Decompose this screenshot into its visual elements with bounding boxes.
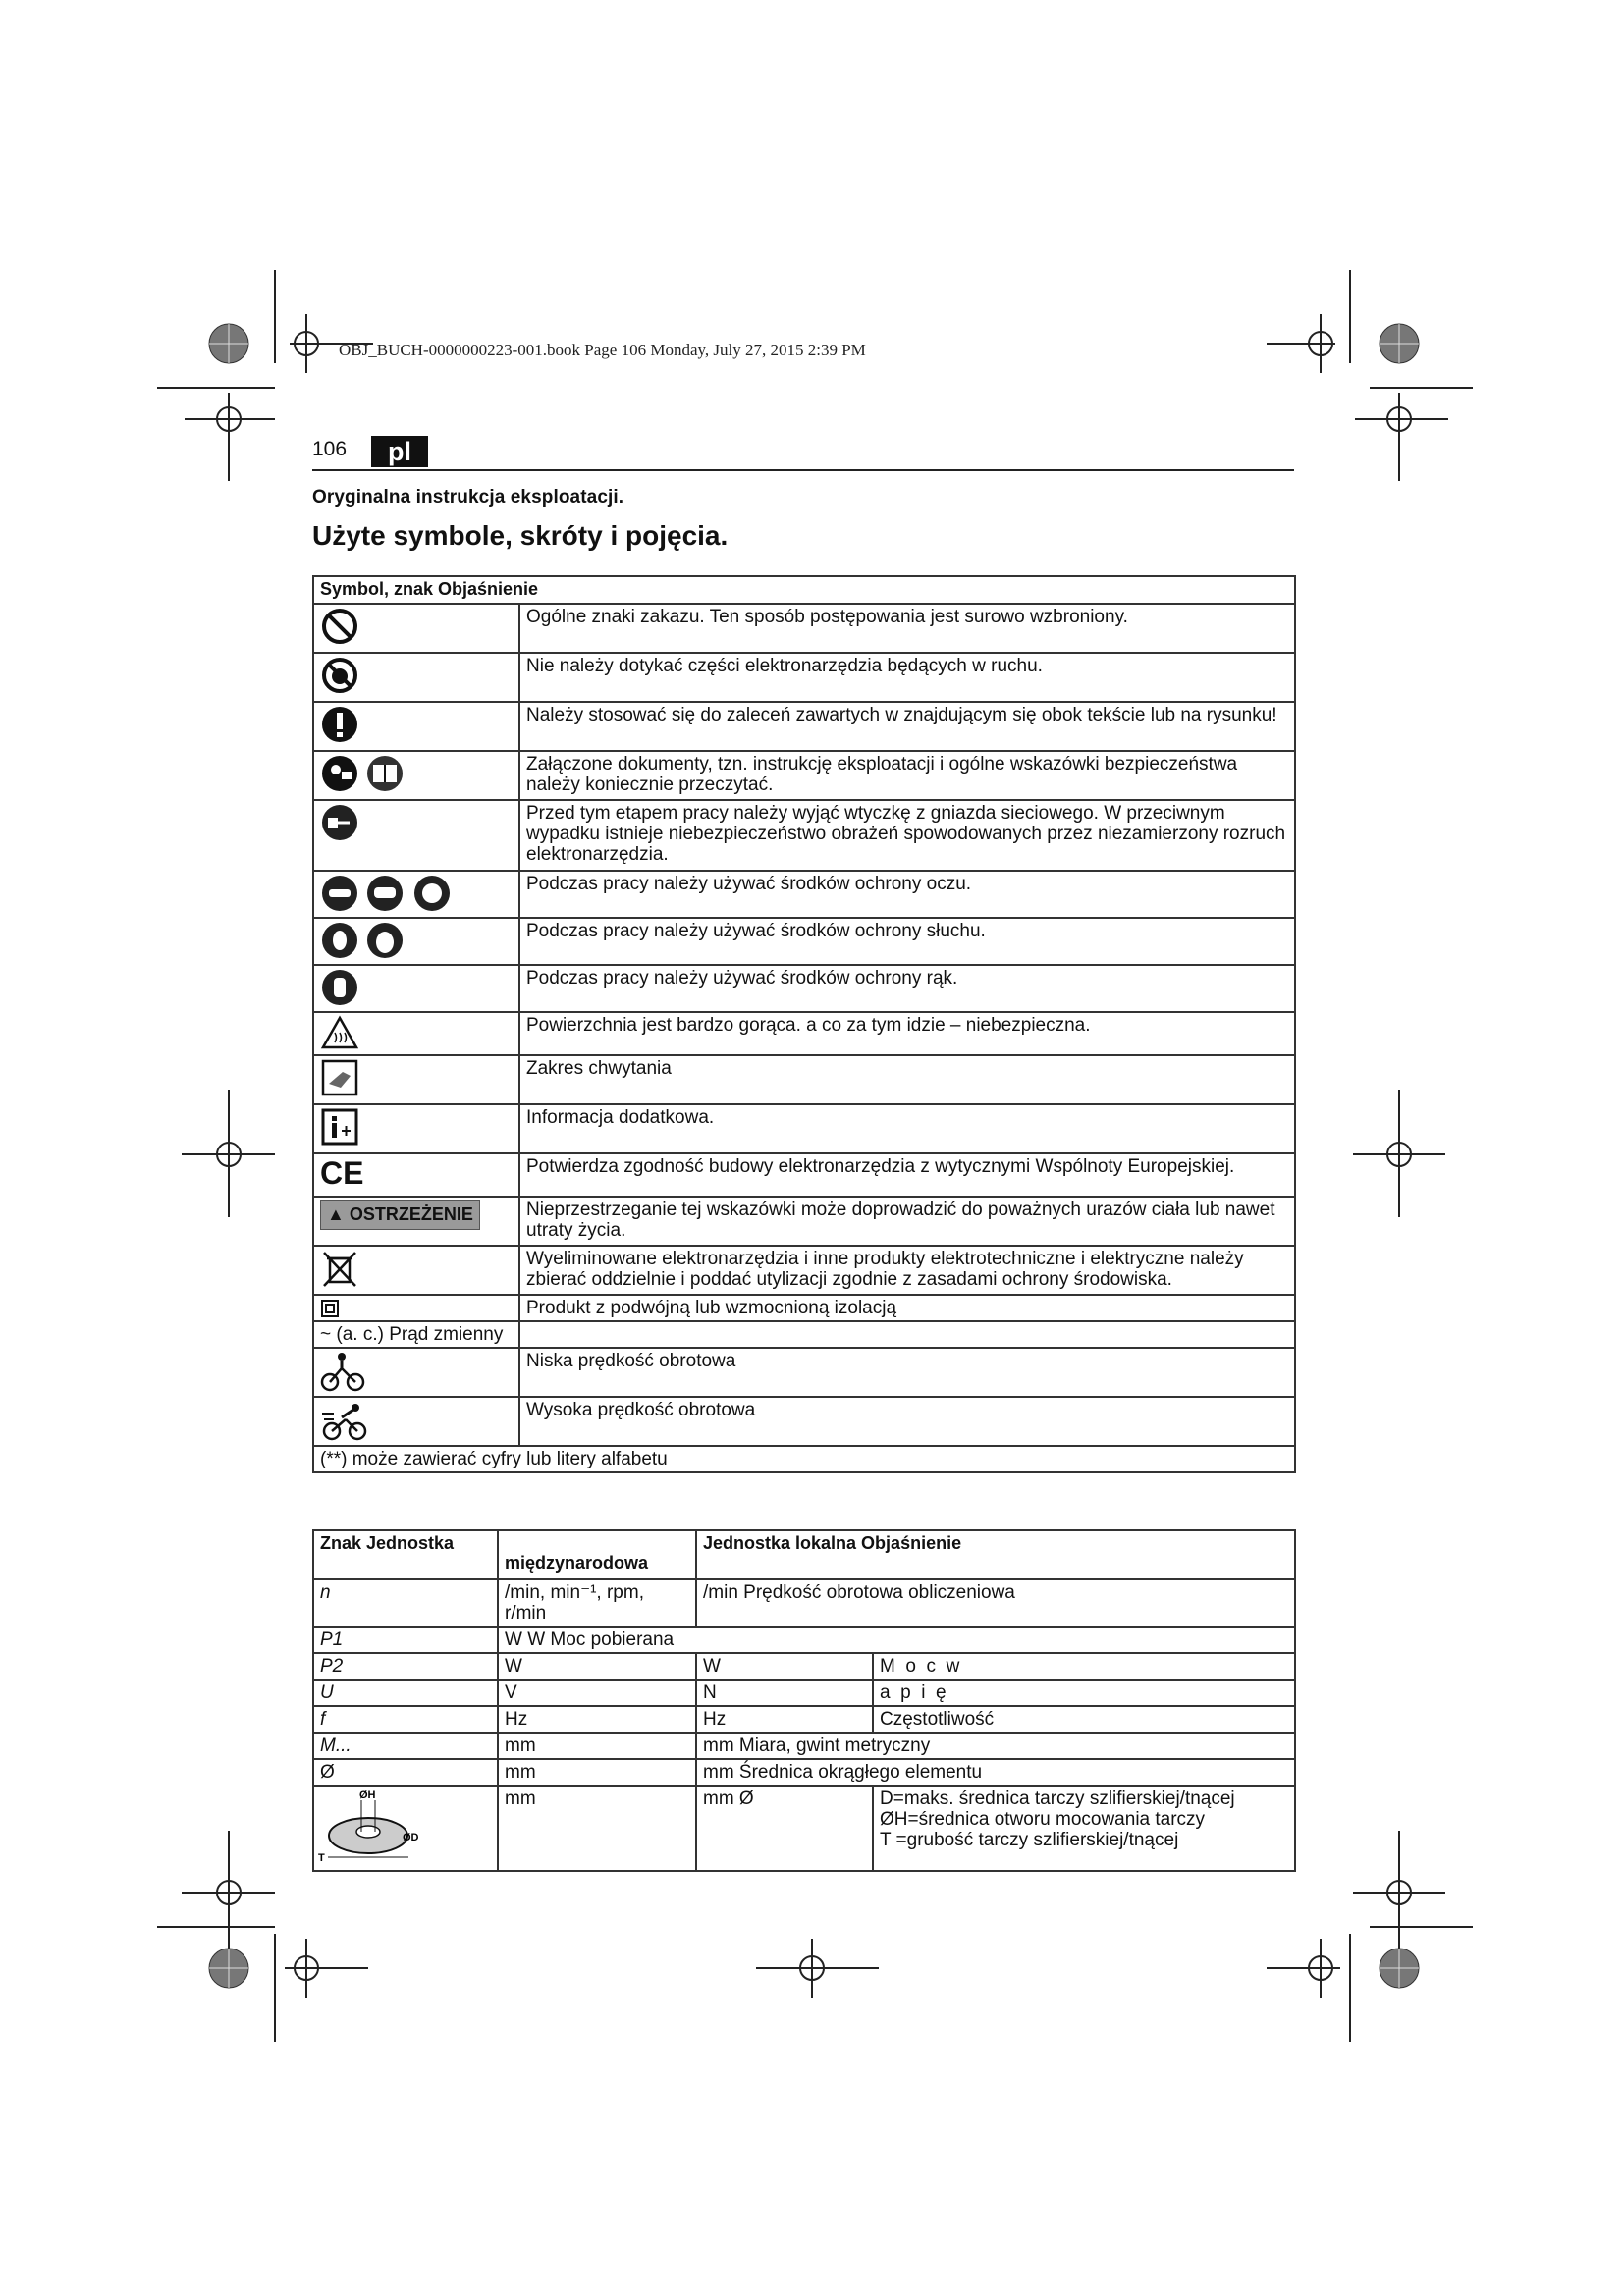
empty-cell bbox=[519, 1321, 1295, 1348]
unit-sign: P1 bbox=[313, 1627, 498, 1653]
doc-subtitle: Oryginalna instrukcja eksploatacji. bbox=[312, 487, 624, 507]
symbol-text: Należy stosować się do zaleceń zawartych w znajdującym się obok tekście lub na rysunku! bbox=[519, 702, 1295, 751]
page-number: 106 bbox=[312, 438, 348, 460]
unit-intl: mm bbox=[498, 1759, 696, 1786]
weee-bin-icon bbox=[313, 1246, 519, 1295]
symbol-text: Wyeliminowane elektronarzędzia i inne produkty elektrotechniczne i elektryczne należy zbierać oddzielnie i poddać utylizacji zgodnie z zasadami ochrony środowiska. bbox=[519, 1246, 1295, 1295]
unit-intl: Hz bbox=[498, 1706, 696, 1733]
warning-triangle-icon: ▲ OSTRZEŻENIE bbox=[320, 1200, 480, 1230]
warning-badge bbox=[313, 1197, 519, 1246]
unit-expl: M o c w bbox=[873, 1653, 1295, 1680]
disc-label-h: ØH bbox=[359, 1789, 376, 1801]
unit-expl bbox=[873, 1786, 1295, 1871]
col-header-intl-label: międzynarodowa bbox=[505, 1553, 649, 1573]
expl-line: ØH=średnica otworu mocowania tarczy bbox=[880, 1809, 1206, 1830]
footnote: (**) może zawierać cyfry lub litery alfabetu bbox=[313, 1446, 1295, 1472]
unit-intl: V bbox=[498, 1680, 696, 1706]
unit-sign: M... bbox=[313, 1733, 498, 1759]
mandatory-exclamation-icon bbox=[313, 702, 519, 751]
table-header-row bbox=[313, 576, 1295, 604]
unit-expl: Częstotliwość bbox=[873, 1706, 1295, 1733]
unit-intl: W W Moc pobierana bbox=[498, 1627, 1295, 1653]
symbol-text: Nieprzestrzeganie tej wskazówki może doprowadzić do poważnych urazów ciała lub nawet utraty życia. bbox=[519, 1197, 1295, 1246]
symbol-text: Podczas pracy należy używać środków ochrony słuchu. bbox=[519, 918, 1295, 965]
unit-local: W bbox=[696, 1653, 873, 1680]
unit-intl: mm bbox=[498, 1786, 696, 1871]
header-rule bbox=[312, 469, 1294, 471]
symbol-text: Załączone dokumenty, tzn. instrukcję eksploatacji i ogólne wskazówki bezpieczeństwa należy koniecznie przeczytać. bbox=[519, 751, 1295, 800]
units-table bbox=[312, 1529, 1296, 1872]
unit-intl: /min, min⁻¹, rpm, r/min bbox=[498, 1579, 696, 1627]
info-icon bbox=[313, 1104, 519, 1153]
grinding-disc-diagram-icon bbox=[314, 1787, 422, 1865]
ce-mark-icon: CE bbox=[313, 1153, 519, 1197]
unit-sign: f bbox=[313, 1706, 498, 1733]
ac-row-label: ~ (a. c.) Prąd zmienny bbox=[313, 1321, 519, 1348]
low-speed-bike-icon bbox=[313, 1348, 519, 1397]
unit-sign: P2 bbox=[313, 1653, 498, 1680]
unit-expl: a p i ę bbox=[873, 1680, 1295, 1706]
eye-protection-icon bbox=[313, 871, 519, 918]
symbol-text: Ogólne znaki zakazu. Ten sposób postępowania jest surowo wzbroniony. bbox=[519, 604, 1295, 653]
disc-diagram bbox=[313, 1786, 498, 1871]
expl-line: D=maks. średnica tarczy szlifierskiej/tnącej bbox=[880, 1789, 1235, 1809]
unit-local: N bbox=[696, 1680, 873, 1706]
unit-local: mm Ø bbox=[696, 1786, 873, 1871]
symbol-text: Podczas pracy należy używać środków ochrony rąk. bbox=[519, 965, 1295, 1012]
file-info-line: OBJ_BUCH-0000000223-001.book Page 106 Monday, July 27, 2015 2:39 PM bbox=[339, 341, 866, 359]
language-tab: pl bbox=[371, 436, 428, 467]
symbol-text: Nie należy dotykać części elektronarzędzia będących w ruchu. bbox=[519, 653, 1295, 702]
read-manual-icon bbox=[313, 751, 519, 800]
symbol-text: Zakres chwytania bbox=[519, 1055, 1295, 1104]
hearing-protection-icon bbox=[313, 918, 519, 965]
unit-intl: mm bbox=[498, 1733, 696, 1759]
symbols-table bbox=[312, 575, 1296, 1473]
symbol-text: Informacja dodatkowa. bbox=[519, 1104, 1295, 1153]
page-title: Użyte symbole, skróty i pojęcia. bbox=[312, 520, 729, 551]
hand-protection-icon bbox=[313, 965, 519, 1012]
symbol-text: Przed tym etapem pracy należy wyjąć wtyczkę z gniazda sieciowego. W przeciwnym wypadku istnieje niebezpieczeństwo obrażeń spowodowanych przez niezamierzony rozruch elektronarzędzia. bbox=[519, 800, 1295, 871]
unit-intl: W bbox=[498, 1653, 696, 1680]
col-header-sign: Znak Jednostka bbox=[313, 1530, 498, 1579]
no-touch-moving-parts-icon bbox=[313, 653, 519, 702]
col-header-intl bbox=[498, 1530, 696, 1579]
disc-label-d: ØD bbox=[403, 1832, 419, 1843]
symbol-text: Niska prędkość obrotowa bbox=[519, 1348, 1295, 1397]
symbol-text: Potwierdza zgodność budowy elektronarzędzia z wytycznymi Wspólnoty Europejskiej. bbox=[519, 1153, 1295, 1197]
unit-local: /min Prędkość obrotowa obliczeniowa bbox=[696, 1579, 1295, 1627]
high-speed-bike-icon bbox=[313, 1397, 519, 1446]
expl-line: T =grubość tarczy szlifierskiej/tnącej bbox=[880, 1830, 1179, 1850]
symbol-text: Wysoka prędkość obrotowa bbox=[519, 1397, 1295, 1446]
symbols-header: Symbol, znak Objaśnienie bbox=[313, 576, 1295, 604]
unit-sign: U bbox=[313, 1680, 498, 1706]
unplug-icon bbox=[313, 800, 519, 871]
unit-local: Hz bbox=[696, 1706, 873, 1733]
col-header-local: Jednostka lokalna Objaśnienie bbox=[696, 1530, 1295, 1579]
unit-local: mm Miara, gwint metryczny bbox=[696, 1733, 1295, 1759]
unit-sign: n bbox=[313, 1579, 498, 1627]
symbol-text: Powierzchnia jest bardzo gorąca. a co za tym idzie – niebezpieczna. bbox=[519, 1012, 1295, 1055]
unit-local: mm Średnica okrągłego elementu bbox=[696, 1759, 1295, 1786]
grip-area-icon bbox=[313, 1055, 519, 1104]
warning-badge-label: OSTRZEŻENIE bbox=[349, 1204, 473, 1224]
hot-surface-icon bbox=[313, 1012, 519, 1055]
symbol-text: Produkt z podwójną lub wzmocnioną izolacją bbox=[519, 1295, 1295, 1321]
double-insulation-icon bbox=[313, 1295, 519, 1321]
table-header-row bbox=[313, 1530, 1295, 1579]
symbol-text: Podczas pracy należy używać środków ochrony oczu. bbox=[519, 871, 1295, 918]
prohibition-icon bbox=[313, 604, 519, 653]
unit-sign: Ø bbox=[313, 1759, 498, 1786]
disc-label-t: T bbox=[318, 1852, 325, 1864]
